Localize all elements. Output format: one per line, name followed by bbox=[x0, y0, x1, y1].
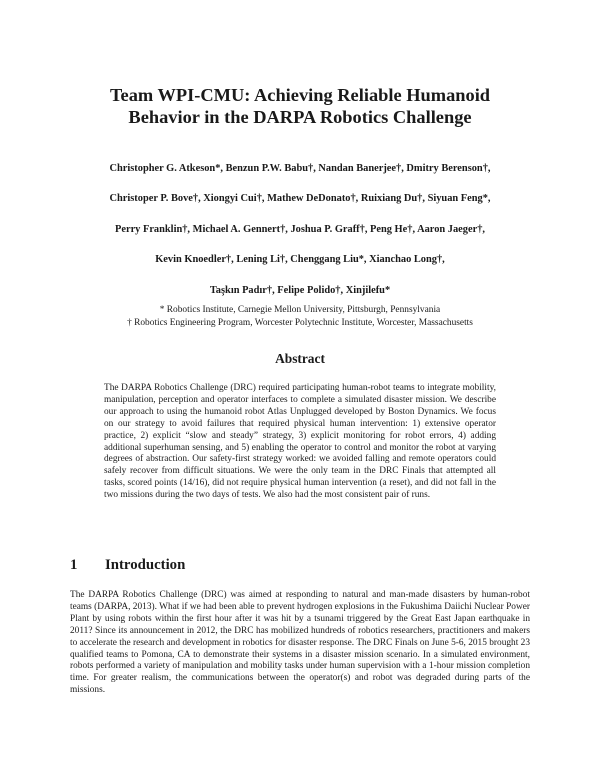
author-line: Christopher G. Atkeson*, Benzun P.W. Babu†, Nandan Banerjee†, Dmitry Berenson†, bbox=[109, 163, 491, 174]
section-title: Introduction bbox=[105, 557, 186, 573]
abstract-heading: Abstract bbox=[275, 351, 325, 366]
affiliation-wpi: † Robotics Engineering Program, Worcester Polytechnic Institute, Worcester, Massachusetts bbox=[127, 318, 473, 328]
section-heading-introduction bbox=[70, 557, 185, 574]
abstract-text: The DARPA Robotics Challenge (DRC) required participating human-robot teams to integrate mobility, manipulation, perception and operator interfaces to complete a simulated disaster mission. We describe our approach to using the humanoid robot Atlas Unplugged developed by Boston Dynamics. We focus on our strategy to avoid failures that required physical human intervention: 1) extensive operator practice, 2) explicit “slow and steady” strategy, 3) explicit monitoring for robot errors, 4) adding additional superhuman sensing, and 5) enabling the operator to control and monitor the robot at varying degrees of abstraction. Our safety-first strategy worked: we avoided falling and remote operators could safely recover from difficult situations. We were the only team in the DRC Finals that attempted all tasks, scored points (14/16), did not require physical human intervention (a reset), and did not fall in the two missions during the two days of tests. We also had the most consistent pair of runs. bbox=[104, 383, 496, 501]
introduction-paragraph: The DARPA Robotics Challenge (DRC) was aimed at responding to natural and man-made disasters by human-robot teams (DARPA, 2013). What if we had been able to prevent hydrogen explosions in the Fukushima Daiichi Nuclear Power Plant by using robots within the first hour after it was hit by a tsunami triggered by the Great East Japan earthquake in 2011? Since its announcement in 2012, the DRC has mobilized hundreds of robotics researchers, practitioners and makers to accelerate the research and development in robotics for disaster response. The DRC Finals on June 5-6, 2015 brought 23 qualified teams to Pomona, CA to demonstrate their systems in a disaster mission scenario. In a simulated environment, robots performed a variety of manipulation and mobility tasks under human supervision with a 1-hour mission completion time. For greater realism, the communications between the operator(s) and robot was degraded during parts of the missions. bbox=[70, 590, 530, 696]
paper-title-line: Behavior in the DARPA Robotics Challenge bbox=[128, 107, 472, 127]
author-list bbox=[40, 162, 560, 314]
author-line: Perry Franklin†, Michael A. Gennert†, Joshua P. Graff†, Peng He†, Aaron Jaeger†, bbox=[115, 223, 485, 235]
paper-title-line: Team WPI-CMU: Achieving Reliable Humanoid bbox=[109, 85, 491, 105]
author-line: Kevin Knoedler†, Lening Li†, Chenggang Liu*, Xianchao Long†, bbox=[155, 254, 445, 266]
paper-title bbox=[60, 84, 540, 128]
author-line: Taşkın Padır†, Felipe Polido†, Xinjilefu* bbox=[209, 284, 391, 296]
affiliation-cmu: * Robotics Institute, Carnegie Mellon University, Pittsburgh, Pennsylvania bbox=[159, 305, 441, 315]
section-number: 1 bbox=[70, 557, 78, 573]
affiliations bbox=[40, 304, 560, 330]
author-line: Christoper P. Bove†, Xiongyi Cui†, Mathew DeDonato†, Ruixiang Du†, Siyuan Feng*, bbox=[109, 193, 491, 205]
